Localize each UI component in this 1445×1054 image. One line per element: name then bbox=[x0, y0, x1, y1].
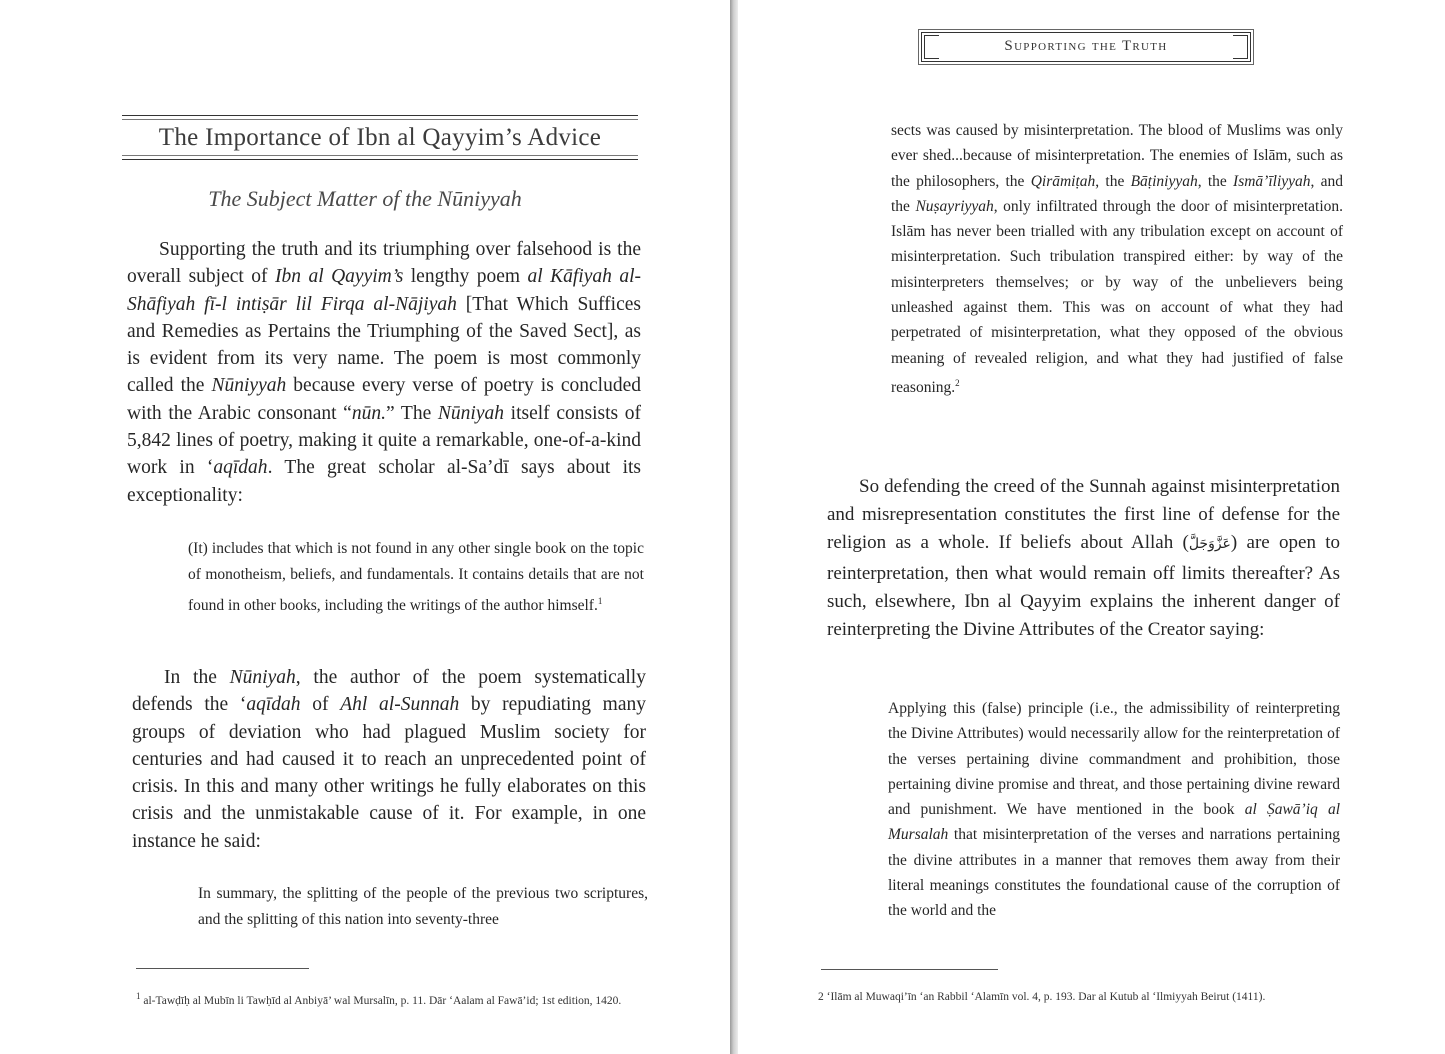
running-head-frame bbox=[921, 32, 1251, 62]
honorific-glyph: عَزَّوَجَلَّ bbox=[1188, 537, 1231, 553]
body-paragraph-2: In the Nūniyah, the author of the poem systematically defends the ‘aqīdah of Ahl al-Sunnah by repudiating many groups of deviation who had plagued Muslim society for centuries and had caused it to reach an unprecedented point of crisis. In this and many other writings he fully elaborates on this crisis and the unmistakable cause of it. For example, in one instance he said: bbox=[132, 667, 646, 852]
footnote-1: $^1$ al-Tawḍīḥ al Mubīn li Tawḥīd al Anbiyā’ wal Mursalīn, p. 11. Dār ‘Aalam al Fawā’id; 1st edition, 1420. bbox=[136, 991, 622, 1007]
block-quote-2: In summary, the splitting of the people of the previous two scriptures, and the splitting of this nation into seventy-three bbox=[198, 885, 648, 928]
chapter-title: The Importance of Ibn al Qayyim’s Advice bbox=[158, 124, 602, 151]
book-gutter bbox=[730, 0, 738, 1054]
block-quote-1: (It) includes that which is not found in any other single book on the topic of monotheism, beliefs, and fundamentals. It contains details that are not found in other books, including the writings of the author himself.$^1$ bbox=[188, 540, 644, 615]
chapter-title-frame bbox=[122, 115, 638, 160]
footnote-rule bbox=[821, 969, 998, 970]
section-title: The Subject Matter of the Nūniyyah bbox=[208, 186, 522, 211]
running-head: Supporting the Truth bbox=[1004, 38, 1168, 54]
block-quote-3: Applying this (false) principle (i.e., the admissibility of reinterpreting the Divine Attributes) would necessarily allow for the reinterpretation of the verses pertaining divine commandment and prohibition, those pertaining divine promise and threat, and those pertaining divine reward and punishment. We have mentioned in the book al Ṣawā’iq al Mursalah that misinterpretation of the verses and narrations pertaining the divine attributes in a manner that removes them away from their literal meanings constitutes the foundational cause of the corruption of the world and the bbox=[888, 700, 1341, 920]
right-page bbox=[738, 0, 1445, 1054]
block-quote-continued: sects was caused by misinterpretation. The blood of Muslims was only ever shed...because of misinterpretation. The enemies of Islām, such as the philosophers, the Qirāmiṭah, the Bāṭiniyyah, the Ismā’īliyyah, and the Nuṣayriyyah, only infiltrated through the door of misinterpretation. Islām has never been trialled with any tribulation except on account of misinterpretation. Such tribulation transpired either: by way of the misinterpreters themselves; or by way of the unbelievers being unleashed against them. This was on account of what they had perpetrated of misinterpretation, what they opposed of the obvious meaning of revealed religion, and what they had justified of false reasoning.$^2$ bbox=[891, 122, 1344, 397]
footnote-reference-1: 1 bbox=[597, 596, 603, 606]
footnote-reference-2: 2 bbox=[955, 377, 960, 388]
footnote-2: 2 ‘Ilām al Muwaqi’īn ‘an Rabbil ‘Alamīn vol. 4, p. 193. Dar al Kutub al ‘Ilmiyyah Beirut (1411). bbox=[818, 991, 1266, 1003]
body-paragraph-3: So defending the creed of the Sunnah against misinterpretation and misrepresentation constitutes the first line of defense for the religion as a whole. If beliefs about Allah (عَزَّوَجَلَّ) are open to reinterpretation, then what would remain off limits thereafter? As such, elsewhere, Ibn al Qayyim explains the inherent danger of reinterpreting the Divine Attributes of the Creator saying: bbox=[827, 476, 1341, 641]
body-paragraph-1: Supporting the truth and its triumphing over falsehood is the overall subject of Ibn al Qayyim’s lengthy poem al Kāfiyah al-Shāfiyah fī-l intiṣār lil Firqa al-Nājiyah [That Which Suffices and Remedies as Pertains the Triumphing of the Saved Sect], as is evident from its very name. The poem is most commonly called the Nūniyyah because every verse of poetry is concluded with the Arabic consonant “nūn.” The Nūniyah itself consists of 5,842 lines of poetry, making it quite a remarkable, one-of-a-kind work in ‘aqīdah. The great scholar al-Sa’dī says about its exceptionality: bbox=[127, 239, 642, 506]
footnote-rule bbox=[136, 968, 309, 969]
